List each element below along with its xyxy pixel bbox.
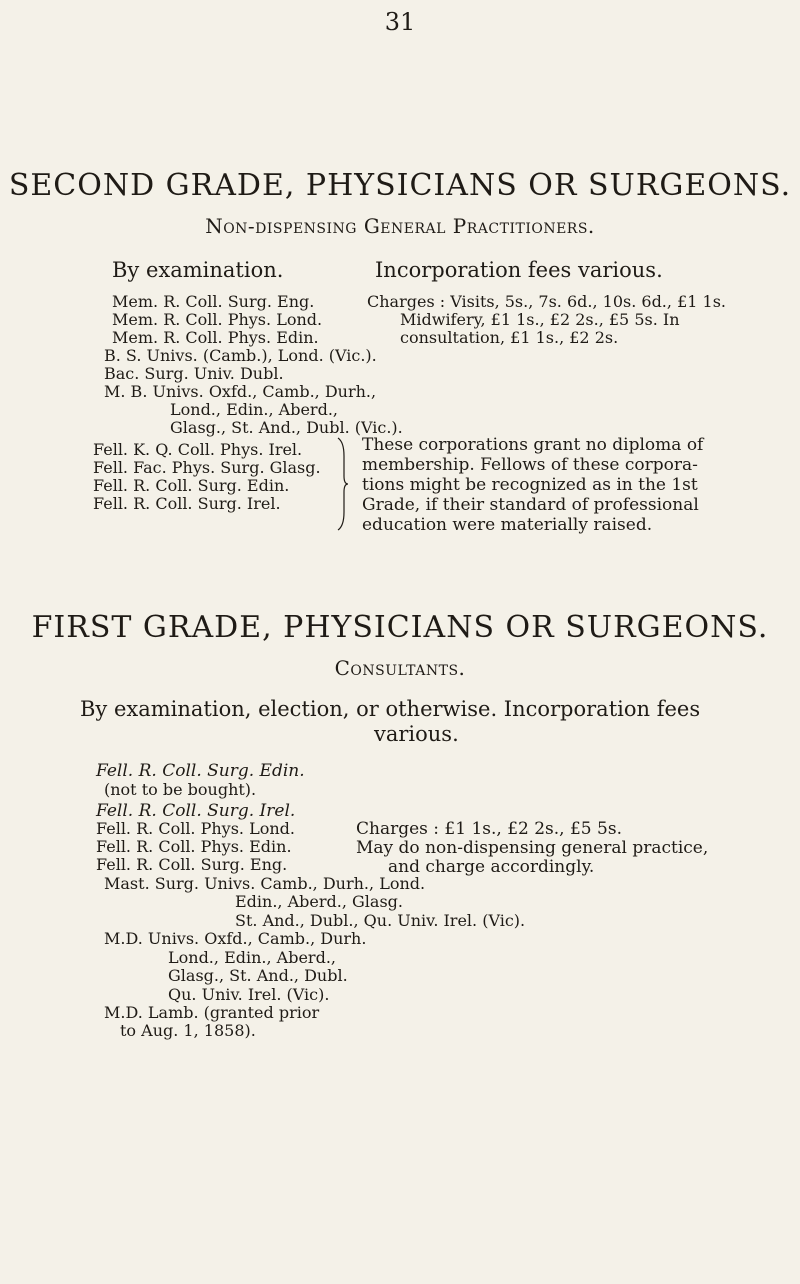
fellowship-line: Fell. Fac. Phys. Surg. Glasg. [93, 458, 321, 477]
qualification-line: Fell. R. Coll. Phys. Edin. [96, 837, 292, 856]
qualification-line: to Aug. 1, 1858). [120, 1021, 256, 1040]
note-line: education were materially raised. [362, 515, 653, 535]
fellowship-line: Fell. R. Coll. Surg. Edin. [93, 476, 290, 495]
qualification-line: M.D. Lamb. (granted prior [104, 1003, 320, 1022]
second-grade-fees: Incorporation fees various. [375, 258, 663, 282]
fellowship-line: Fell. K. Q. Coll. Phys. Irel. [93, 440, 303, 459]
qualification-line: Mem. R. Coll. Phys. Edin. [112, 328, 319, 347]
charges-line: May do non-dispensing general practice, [356, 838, 709, 858]
qualification-line: St. And., Dubl., Qu. Univ. Irel. (Vic). [235, 911, 526, 930]
charges-line: Charges : £1 1s., £2 2s., £5 5s. [356, 819, 622, 839]
first-grade-fees-cont: various. [374, 722, 459, 746]
qualification-line: Glasg., St. And., Dubl. [168, 966, 348, 985]
qualification-line: (not to be bought). [104, 780, 257, 799]
note-line: These corporations grant no diploma of [362, 435, 704, 455]
qualification-line: Bac. Surg. Univ. Dubl. [104, 364, 284, 383]
first-grade-method: By examination, election, or otherwise. Incorporation fees [80, 697, 701, 721]
fellowship-line: Fell. R. Coll. Surg. Irel. [93, 494, 281, 513]
second-grade-subheading: Non-dispensing General Practitioners. [205, 214, 595, 238]
qualification-line: Fell. R. Coll. Surg. Edin. [96, 761, 305, 781]
second-grade-heading: SECOND GRADE, PHYSICIANS OR SURGEONS. [8, 168, 792, 203]
qualification-line: Fell. R. Coll. Surg. Eng. [96, 855, 288, 874]
qualification-line: M. B. Univs. Oxfd., Camb., Durh., [104, 382, 377, 401]
charges-line: Charges : Visits, 5s., 7s. 6d., 10s. 6d., £1 1s. [367, 292, 726, 311]
first-grade-heading: FIRST GRADE, PHYSICIANS OR SURGEONS. [31, 610, 769, 645]
second-grade-method: By examination. [112, 258, 284, 282]
qualification-line: Lond., Edin., Aberd., [168, 948, 336, 967]
qualification-line: Glasg., St. And., Dubl. (Vic.). [170, 418, 403, 437]
qualification-line: Mem. R. Coll. Surg. Eng. [112, 292, 315, 311]
page-number: 31 [384, 8, 416, 36]
qualification-line: Edin., Aberd., Glasg. [235, 892, 403, 911]
qualification-line: M.D. Univs. Oxfd., Camb., Durh. [104, 929, 367, 948]
note-line: tions might be recognized as in the 1st [362, 475, 698, 495]
charges-line: Midwifery, £1 1s., £2 2s., £5 5s. In [400, 310, 680, 329]
first-grade-subheading: Consultants. [334, 656, 466, 680]
qualification-line: Qu. Univ. Irel. (Vic). [168, 985, 330, 1004]
qualification-line: Lond., Edin., Aberd., [170, 400, 338, 419]
charges-line: consultation, £1 1s., £2 2s. [400, 328, 619, 347]
qualification-line: B. S. Univs. (Camb.), Lond. (Vic.). [104, 346, 377, 365]
qualification-line: Fell. R. Coll. Surg. Irel. [96, 801, 296, 821]
qualification-line: Fell. R. Coll. Phys. Lond. [96, 819, 295, 838]
right-brace [336, 436, 350, 532]
qualification-line: Mast. Surg. Univs. Camb., Durh., Lond. [104, 874, 426, 893]
charges-line: and charge accordingly. [388, 857, 595, 877]
note-line: Grade, if their standard of professional [362, 495, 699, 515]
qualification-line: Mem. R. Coll. Phys. Lond. [112, 310, 323, 329]
note-line: membership. Fellows of these corpora- [362, 455, 698, 475]
